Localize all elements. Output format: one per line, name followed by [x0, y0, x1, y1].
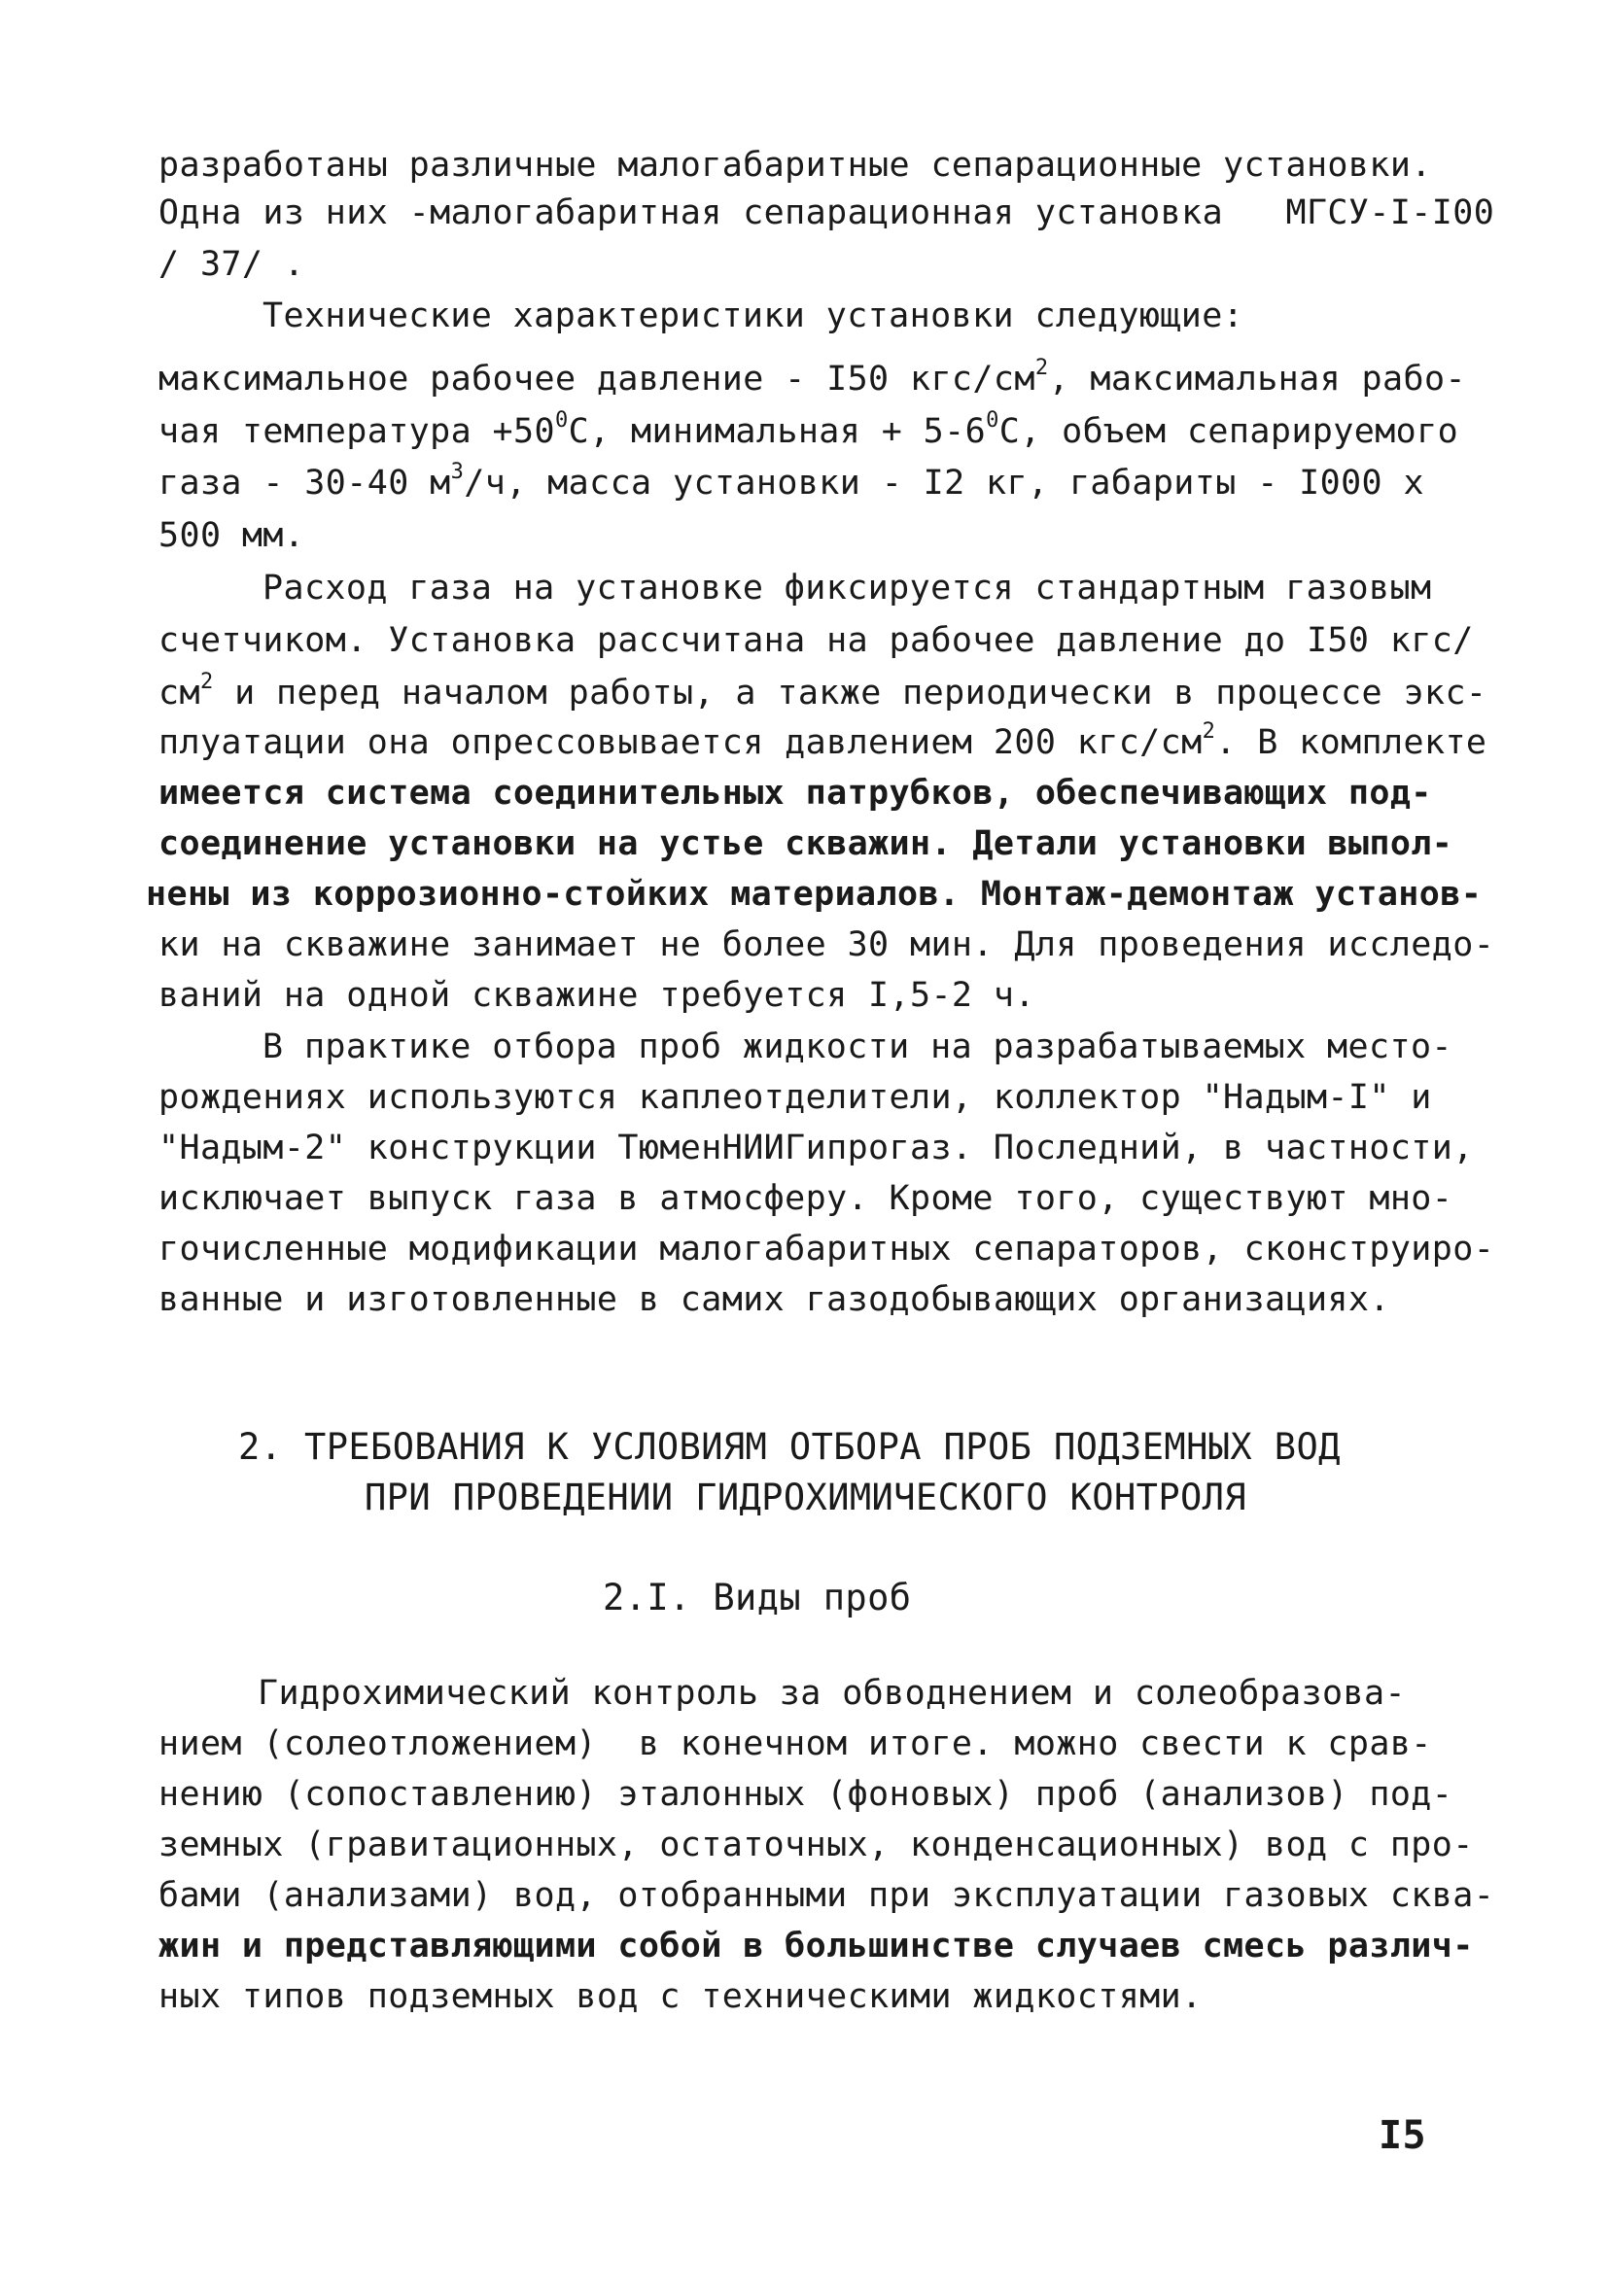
- section-heading-line-2: ПРИ ПРОВЕДЕНИИ ГИДРОХИМИЧЕСКОГО КОНТРОЛЯ: [365, 1477, 1247, 1518]
- control-line-2: нием (солеотложением) в конечном итоге. можно свести к срав-: [158, 1724, 1432, 1763]
- gas-line-9: ваний на одной скважине требуется I,5-2 ч.: [158, 976, 1035, 1015]
- specs-line-1: максимальное рабочее давление - I50 кгс/$см^2$, максимальная рабо-: [158, 356, 1466, 399]
- practice-line-3: "Надым-2" конструкции ТюменНИИГипрогаз. Последний, в частности,: [158, 1129, 1474, 1167]
- gas-line-7: нены из коррозионно-стойких материалов. Монтаж-демонтаж установ-: [146, 875, 1483, 914]
- gas-line-6: соединение установки на устье скважин. Детали установки выпол-: [158, 824, 1453, 863]
- gas-line-2: счетчиком. Установка рассчитана на рабочее давление до I50 кгс/: [158, 621, 1474, 660]
- section-heading-line-1: 2. ТРЕБОВАНИЯ К УСЛОВИЯМ ОТБОРА ПРОБ ПОДЗЕМНЫХ ВОД: [238, 1426, 1341, 1468]
- control-line-6: жин и представляющими собой в большинстве случаев смесь различ-: [158, 1927, 1474, 1966]
- gas-line-8: ки на скважине занимает не более 30 мин. Для проведения исследо-: [158, 925, 1495, 964]
- subsection-title: 2.I. Виды проб: [603, 1577, 912, 1618]
- specs-line-3: газа - 30-40 $м^3/ч$, масса установки - I2 кг, габариты - I000 x: [158, 460, 1424, 503]
- specs-line-4: 500 мм.: [158, 516, 305, 555]
- control-line-3: нению (сопоставлению) эталонных (фоновых) проб (анализов) под-: [158, 1775, 1453, 1814]
- gas-line-1: Расход газа на установке фиксируется стандартным газовым: [262, 569, 1432, 608]
- control-line-1: Гидрохимический контроль за обводнением и солеобразова-: [258, 1674, 1406, 1713]
- specs-heading: Технические характеристики установки следующие:: [262, 296, 1244, 335]
- gas-line-4: плуатации она опрессовывается давлением 200 кгс/$см^2$. В комплекте: [158, 719, 1487, 762]
- control-line-7: ных типов подземных вод с техническими жидкостями.: [158, 1977, 1203, 2016]
- practice-line-1: В практике отбора проб жидкости на разрабатываемых место-: [262, 1027, 1452, 1066]
- practice-line-5: гочисленные модификации малогабаритных сепараторов, сконструиро-: [158, 1230, 1495, 1269]
- practice-line-4: исключает выпуск газа в атмосферу. Кроме того, существуют мно-: [158, 1179, 1453, 1218]
- page-number: I5: [1379, 2113, 1426, 2158]
- gas-line-5: имеется система соединительных патрубков, обеспечивающих под-: [158, 774, 1432, 813]
- gas-line-3: $см^2$ и перед началом работы, а также периодически в процессе экс-: [158, 670, 1487, 713]
- intro-line-1: разработаны различные малогабаритные сепарационные установки.: [158, 146, 1432, 185]
- practice-line-6: ванные и изготовленные в самих газодобывающих организациях.: [158, 1280, 1390, 1319]
- intro-line-2: Одна из них -малогабаритная сепарационная установка МГСУ-I-I00: [158, 193, 1495, 232]
- control-line-4: земных (гравитационных, остаточных, конденсационных) вод с про-: [158, 1826, 1474, 1864]
- intro-line-3: / 37/ .: [158, 245, 305, 284]
- specs-line-2: чая температура $+50^0С$, минимальная + $5-6^0С$, объем сепарируемого: [158, 408, 1459, 451]
- control-line-5: бами (анализами) вод, отобранными при эксплуатации газовых сква-: [158, 1876, 1495, 1915]
- practice-line-2: рождениях используются каплеотделители, коллектор "Надым-I" и: [158, 1078, 1432, 1117]
